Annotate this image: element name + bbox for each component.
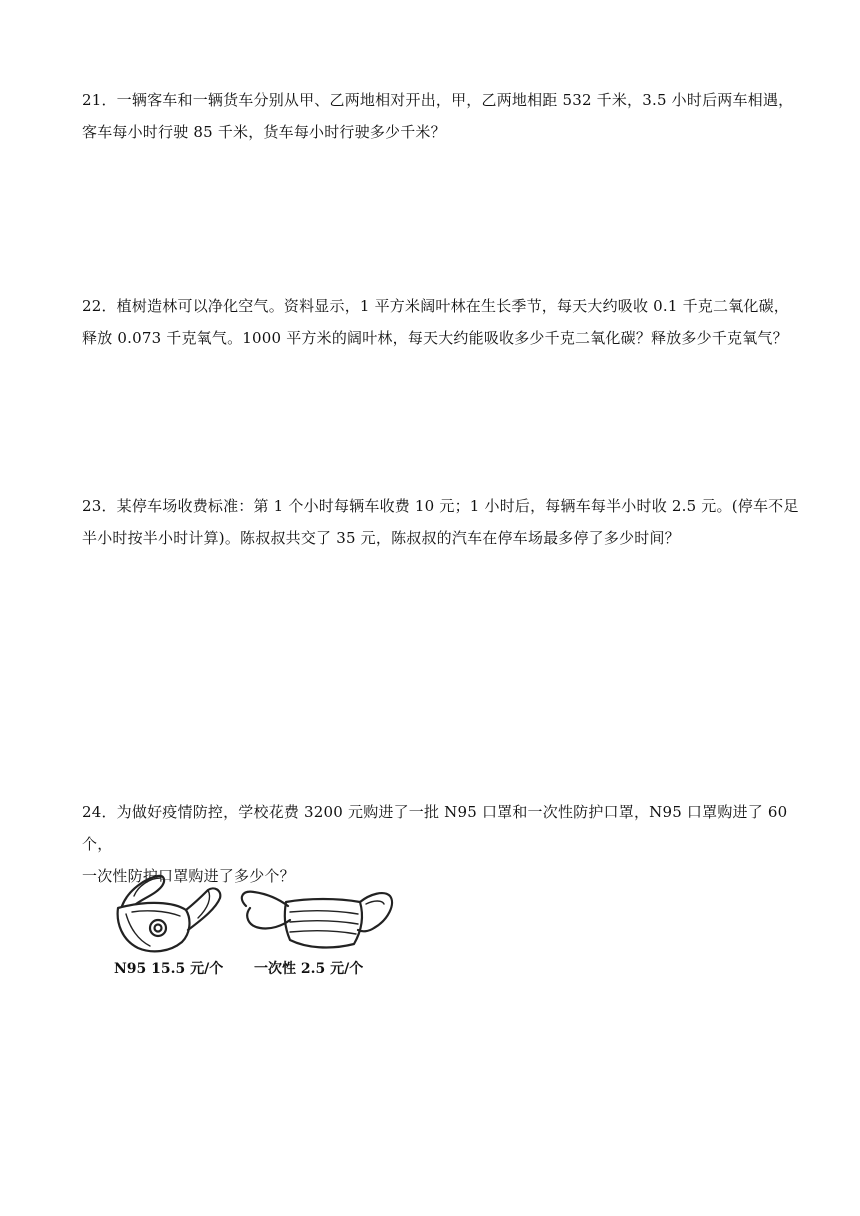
disposable-mask-icon — [242, 892, 392, 948]
question-22-line-2: 释放 0.073 千克氧气。1000 平方米的阔叶林，每天大约能吸收多少千克二氧化碳？释放多少千克氧气？ — [82, 329, 788, 347]
question-24-line-2: 一次性防护口罩购进了多少个？ — [82, 867, 295, 885]
n95-mask-icon — [118, 876, 221, 952]
question-22-line-1: 22．植树造林可以净化空气。资料显示，1 平方米阔叶林在生长季节，每天大约吸收 0.1 千克二氧化碳， — [82, 297, 789, 315]
question-23-line-1: 23．某停车场收费标准：第 1 个小时每辆车收费 10 元；1 小时后，每辆车每半小时收 2.5 元。(停车不足 — [82, 497, 799, 515]
question-22 — [82, 290, 812, 354]
question-23 — [82, 490, 812, 554]
question-24-line-1: 24．为做好疫情防控，学校花费 3200 元购进了一批 N95 口罩和一次性防护口罩，N95 口罩购进了 60 个， — [82, 803, 793, 853]
question-23-line-2: 半小时按半小时计算)。陈叔叔共交了 35 元，陈叔叔的汽车在停车场最多停了多少时间？ — [82, 529, 680, 547]
question-21 — [82, 84, 812, 148]
question-21-line-1: 21．一辆客车和一辆货车分别从甲、乙两地相对开出，甲，乙两地相距 532 千米，3.5 小时后两车相遇， — [82, 91, 794, 109]
masks-illustration — [108, 868, 398, 958]
question-21-line-2: 客车每小时行驶 85 千米，货车每小时行驶多少千米？ — [82, 123, 446, 141]
n95-price-label: N95 15.5 元/个 — [114, 961, 224, 977]
mask-price-figure — [108, 868, 398, 984]
disposable-price-label: 一次性 2.5 元/个 — [254, 961, 364, 977]
